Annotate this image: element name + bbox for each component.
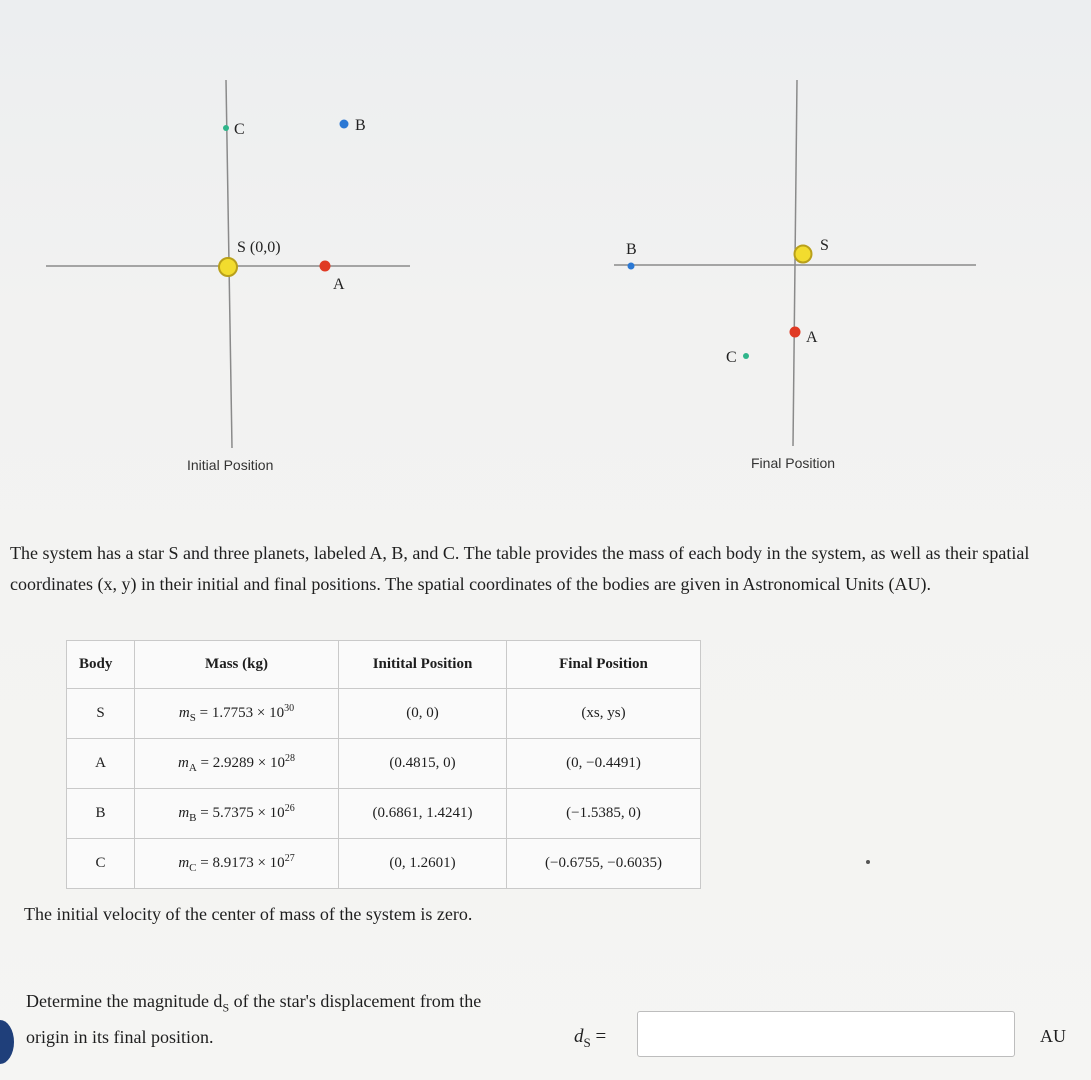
initial-planet-a xyxy=(320,261,331,272)
final-position-cell: (0, −0.4491) xyxy=(507,739,701,789)
position-diagrams xyxy=(0,0,1091,500)
mass-coefficient: 1.7753 × 10 xyxy=(211,705,285,721)
initial-position-diagram xyxy=(46,80,410,473)
mass-exponent: 27 xyxy=(284,853,295,864)
table-row xyxy=(67,739,701,789)
question-text: Determine the magnitude $d_S$ of the star's displacement from the origin in its final position. xyxy=(26,991,482,1047)
table-row xyxy=(67,789,701,839)
final-label-c: C xyxy=(726,349,737,366)
initial-position-cell: (0, 1.2601) xyxy=(339,839,507,889)
initial-caption: Initial Position xyxy=(187,457,274,473)
initial-position-cell: (0.4815, 0) xyxy=(339,739,507,789)
final-label-a: A xyxy=(806,329,818,346)
answer-input[interactable] xyxy=(637,1011,1015,1057)
table-row xyxy=(67,839,701,889)
mass-symbol: m xyxy=(178,805,190,821)
mass-cell: $m_A = 2.9289 \times 10^{28}$ xyxy=(135,739,339,789)
initial-position-cell: (0.6861, 1.4241) xyxy=(339,789,507,839)
mass-subscript: A xyxy=(188,762,197,774)
velocity-note: The initial velocity of the center of mass of the system is zero. xyxy=(24,904,473,924)
bodies-table xyxy=(66,640,701,889)
final-label-s: S xyxy=(820,237,829,254)
body-cell: C xyxy=(67,839,135,889)
body-cell: S xyxy=(67,689,135,739)
mass-coefficient: 5.7375 × 10 xyxy=(212,805,285,821)
final-position-cell: (−1.5385, 0) xyxy=(507,789,701,839)
stray-dot xyxy=(866,860,870,864)
problem-intro: The system has a star S and three planets, labeled A, B, and C. The table provides the mass of each body in the system, as well as their spatial coordinates (x, y) in their initial and final positions. The spatial coordinates of the bodies are given in Astronomical Units (AU). xyxy=(10,543,1030,594)
mass-symbol: m xyxy=(178,705,190,721)
table-row xyxy=(67,689,701,739)
final-y-axis xyxy=(793,80,797,446)
mass-coefficient: 8.9173 × 10 xyxy=(212,855,285,871)
initial-label-b: B xyxy=(355,117,366,134)
answer-unit: AU xyxy=(1040,1026,1066,1046)
initial-planet-b xyxy=(340,120,349,129)
mass-exponent: 28 xyxy=(284,753,295,764)
final-star-s xyxy=(795,246,812,263)
mass-symbol: m xyxy=(178,755,189,771)
final-label-b: B xyxy=(626,241,637,258)
body-cell: B xyxy=(67,789,135,839)
table-header-row xyxy=(67,641,701,689)
initial-label-s: S (0,0) xyxy=(237,239,281,256)
answer-label: $d_S$ = xyxy=(574,1026,607,1050)
header-initial-position: Initital Position xyxy=(339,641,507,689)
mass-symbol: m xyxy=(178,855,190,871)
mass-exponent: 30 xyxy=(284,703,295,714)
mass-subscript: S xyxy=(189,712,196,724)
final-planet-c xyxy=(743,353,749,359)
mass-coefficient: 2.9289 × 10 xyxy=(212,755,285,771)
body-cell: A xyxy=(67,739,135,789)
mass-cell: $m_C = 8.9173 \times 10^{27}$ xyxy=(135,839,339,889)
final-position-cell: (xs, ys) xyxy=(507,689,701,739)
header-mass: Mass (kg) xyxy=(135,641,339,689)
mass-subscript: B xyxy=(189,812,197,824)
header-final-position: Final Position xyxy=(507,641,701,689)
initial-position-cell: (0, 0) xyxy=(339,689,507,739)
mass-cell: $m_B = 5.7375 \times 10^{26}$ xyxy=(135,789,339,839)
initial-label-a: A xyxy=(333,276,345,293)
final-position-diagram xyxy=(614,80,976,471)
initial-label-c: C xyxy=(234,121,245,138)
header-body: Body xyxy=(67,641,135,689)
initial-planet-c xyxy=(223,125,229,131)
final-planet-b xyxy=(628,263,635,270)
mass-subscript: C xyxy=(189,862,197,874)
initial-star-s xyxy=(219,258,237,276)
final-position-cell: (−0.6755, −0.6035) xyxy=(507,839,701,889)
final-planet-a xyxy=(790,327,801,338)
final-caption: Final Position xyxy=(751,455,836,471)
mass-exponent: 26 xyxy=(284,803,295,814)
mass-cell: $m_S = 1.7753 \times 10^{30}$ xyxy=(135,689,339,739)
